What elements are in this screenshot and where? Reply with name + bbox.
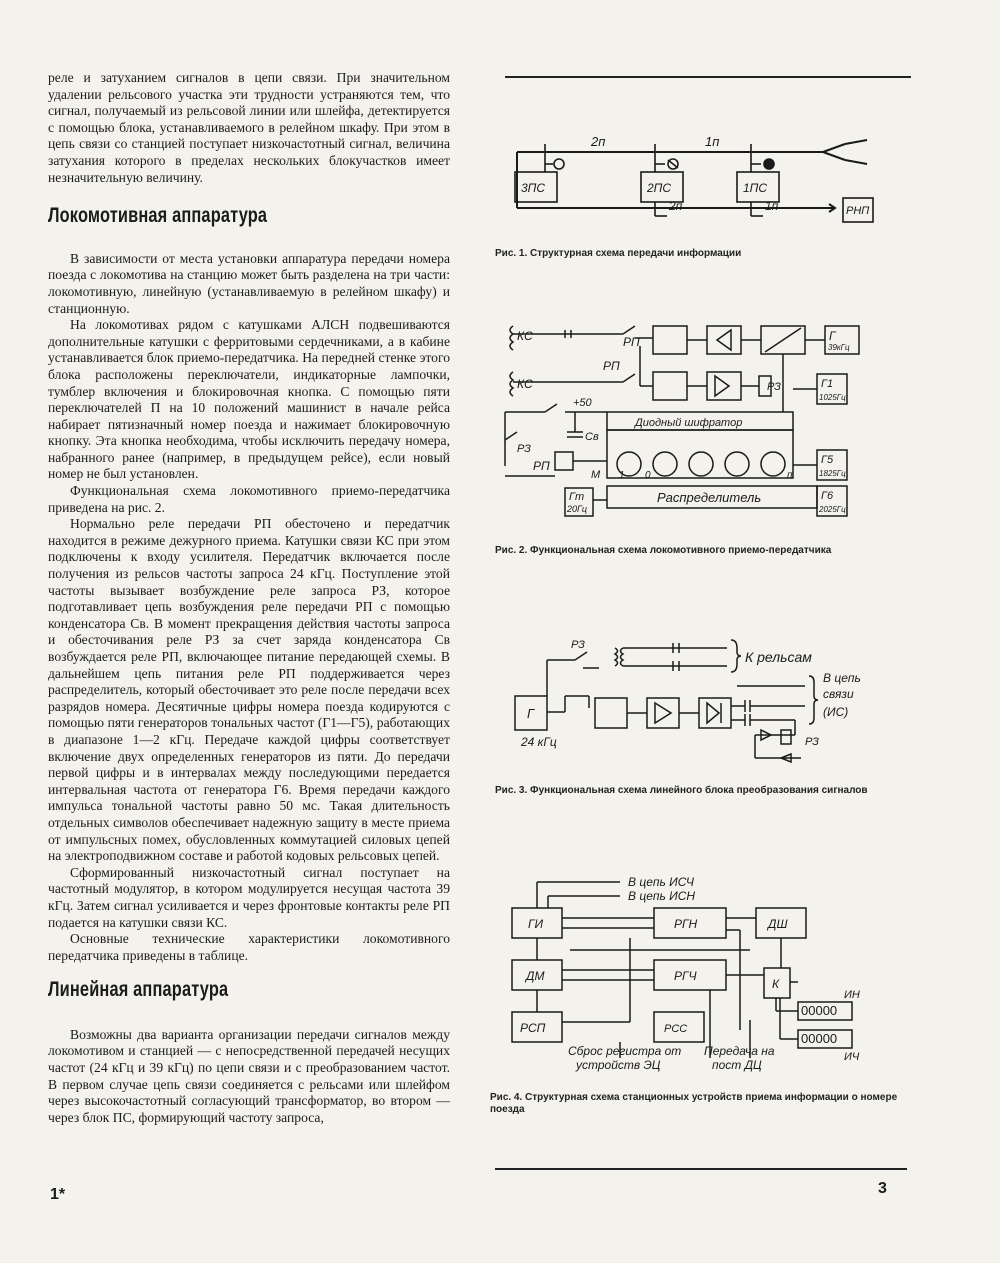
paragraph: На локомотивах рядом с катушками АЛСН подвешиваются дополнительные катушки с ферритовыми сердечниками, а в кабине устанавливается блок приемо-передатчика. На передней стенке этого блока расположены переключатели, индикаторные лампочки, тумблер включения и блокировочная кнопка. С помощью пяти переключателей П на 10 положений машинист в начале рейса набирает пятизначный номер поезда и нажимает блокировочную кнопку. Эта кнопка необходима, чтобы исключить передачу номера, набранного ранее (например, в предыдущем рейсе), если новый номер не был установлен. <box>48 317 450 482</box>
label-gt: Гт <box>569 491 585 503</box>
label-pos-1: 1 <box>619 470 625 481</box>
label-distributor: Распределитель <box>657 490 762 505</box>
label-gi: ГИ <box>528 917 544 931</box>
left-column <box>48 70 450 1126</box>
label-rz-2: РЗ <box>805 736 819 748</box>
label-dm: ДМ <box>526 969 545 983</box>
label-isch: В цепь ИСЧ <box>628 875 694 889</box>
label-gen-freq: 24 кГц <box>521 735 557 749</box>
label-tx-2: пост ДЦ <box>712 1058 762 1072</box>
caption-fig4: Рис. 4. Структурная схема станционных устройств приема информации о номере поезда <box>490 1092 898 1115</box>
display-ich: 00000 <box>801 1031 838 1046</box>
label-g5: Г5 <box>821 454 834 466</box>
label-2p-lower: 2п <box>669 199 683 213</box>
folio-left: 1* <box>50 1186 66 1203</box>
label-link-1: В цепь <box>823 671 861 685</box>
label-rgch: РГЧ <box>674 969 697 983</box>
paragraph: Сформированный низкочастотный сигнал поступает на частотный модулятор, в котором модулируется несущая частота 39 кГц. Затем сигнал усиливается и через фронтовые контакты реле РП подается на катушки связи КС. <box>48 864 450 930</box>
label-rz-upper: РЗ <box>767 381 781 393</box>
paragraph: В зависимости от места установки аппаратура передачи номера поезда с локомотива на станцию может быть разделена на три части: локомотивную, линейную (устанавливаемую в релейном шкафу) и станционную. <box>48 250 450 316</box>
label-3ps: 3ПС <box>521 181 546 195</box>
label-2ps: 2ПС <box>647 181 672 195</box>
page-number: 3 <box>878 1180 887 1197</box>
label-link-3: (ИС) <box>823 705 849 719</box>
label-rp-3: РП <box>533 459 550 473</box>
label-link-2: связи <box>823 687 854 701</box>
caption-fig2: Рис. 2. Функциональная схема локомотивного приемо-передатчика <box>495 545 832 556</box>
label-rp-1: РП <box>623 335 640 349</box>
label-pos-n: п <box>787 470 793 481</box>
label-m: М <box>591 469 601 481</box>
top-rule <box>505 76 911 78</box>
label-gen-freq: 39кГц <box>828 343 850 352</box>
heading-locomotive: Локомотивная аппаратура <box>48 204 268 228</box>
label-cv: Св <box>585 431 599 443</box>
figure-1-diagram <box>505 120 905 240</box>
paragraph: Функциональная схема локомотивного приемо-передатчика приведена на рис. 2. <box>48 483 450 515</box>
label-g6-freq: 2025Гц <box>819 505 846 514</box>
label-rz-lower: РЗ <box>517 443 531 455</box>
label-pos-0: 0 <box>645 470 651 481</box>
label-gt-freq: 20Гц <box>567 504 588 514</box>
label-rgn: РГН <box>674 917 698 931</box>
display-in: 00000 <box>801 1003 838 1018</box>
label-encoder: Диодный шифратор <box>635 417 743 429</box>
paragraph-intro: реле и затуханием сигналов в цепи связи. При значительном удалении рельсового участка эти трудности устраняются тем, что сигнал, получаемый из рельсовой линии или шлейфа, детектируется с помощью блока, устанавливаемого в релейном шкафу. При этом в цепь связи со станцией поступает низкочастотный сигнал, величина затухания которого в пределах нескольких блокучастков имеет незначительную величину. <box>48 70 450 185</box>
label-rp-2: РП <box>603 359 620 373</box>
label-in: ИН <box>844 989 860 1001</box>
label-tx-1: Передача на <box>704 1044 775 1058</box>
figure-2-diagram <box>495 316 905 528</box>
label-rz: РЗ <box>571 639 585 651</box>
label-to-rails: К рельсам <box>745 649 812 665</box>
caption-fig1: Рис. 1. Структурная схема передачи информации <box>495 248 742 259</box>
caption-fig3: Рис. 3. Функциональная схема линейного блока преобразования сигналов <box>495 785 868 796</box>
paragraph: Основные технические характеристики локомотивного передатчика приведены в таблице. <box>48 931 450 963</box>
label-g1-freq: 1025Гц <box>819 393 846 402</box>
label-ks-1: КС <box>517 329 533 343</box>
bottom-rule <box>495 1168 907 1170</box>
label-rsp: РСП <box>520 1021 546 1035</box>
label-g1: Г1 <box>821 378 834 390</box>
label-ks-2: КС <box>517 377 533 391</box>
label-ich: ИЧ <box>844 1051 860 1063</box>
heading-line: Линейная аппаратура <box>48 978 229 1002</box>
figure-4-diagram <box>500 870 880 1080</box>
label-1p: 1п <box>705 134 720 149</box>
label-gen: Г <box>829 329 836 343</box>
label-1ps: 1ПС <box>743 181 768 195</box>
figure-3-diagram <box>505 630 861 780</box>
label-1p-lower: 1п <box>765 199 779 213</box>
label-g6: Г6 <box>821 490 834 502</box>
label-gen: Г <box>527 706 535 721</box>
paragraph: Возможны два варианта организации передачи сигналов между локомотивом и станцией — с непосредственной передачей несущих частот (24 кГц и 39 кГц) по цепи связи и с преобразованием частот. В первом случае цепь связи соединяется с рельсами или шлейфом через высокочастотный согласующий трансформатор, во втором — через блок ПС, формирующий частоту запроса, <box>48 1026 450 1125</box>
paragraph: Нормально реле передачи РП обесточено и передатчик находится в режиме дежурного приема. Катушки связи КС при этом подключены к входу усилителя. Передатчик включается после получения из рельсов частоты запроса 24 кГц. Поступление этой частоты вызывает возбуждение реле запроса РЗ, которое подготавливает цепь возбуждения реле передачи РП с помощью конденсатора Св. В момент прекращения действия частоты запроса и обесточивания реле РЗ за счет заряда конденсатора Св возбуждается реле РП, включающее питание передающей схемы. В дальнейшем цепь питания реле РП поддерживается через распределитель, который обесточивает это реле после передачи всех разрядов номера. Десятичные цифры номера поезда кодируются с помощью пяти генераторов тональных частот (Г1—Г5), работающих в диапазоне 1—2 кГц. Передаче каждой цифры соответствует включение двух определенных генераторов из пяти. До передачи первой цифры и в интервалах между последующими передается интервальная частота от генератора Г6. Время передачи каждого импульса тональной частоты равно 50 мс. Такая длительность отдельных символов обеспечивает надежную защиту в месте приема от импульсных помех, обусловленных коммутацией силовых цепей на электроподвижном составе и работой кодовых рельсовых цепей. <box>48 516 450 864</box>
label-reset-1: Сброс регистра от <box>568 1044 682 1058</box>
label-isn: В цепь ИСН <box>628 889 696 903</box>
label-g5-freq: 1825Гц <box>819 469 846 478</box>
label-rss: РСС <box>664 1023 688 1035</box>
label-plus50: +50 <box>573 397 592 409</box>
label-k: К <box>772 977 780 991</box>
label-reset-2: устройств ЭЦ <box>576 1058 661 1072</box>
label-dsh: ДШ <box>768 917 788 931</box>
label-2p: 2п <box>591 134 606 149</box>
label-rnp: РНП <box>846 205 870 217</box>
